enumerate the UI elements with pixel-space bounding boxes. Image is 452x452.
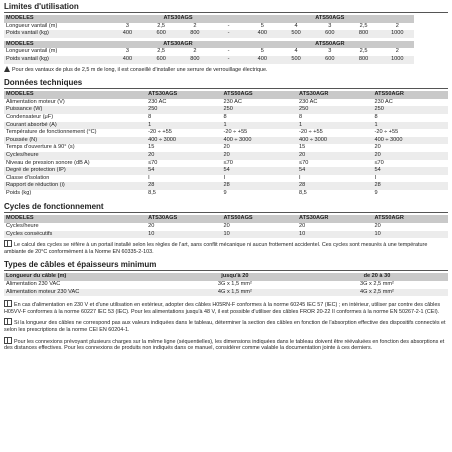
row-label: Alimentation moteur 230 VAC bbox=[4, 289, 164, 297]
table-cell: 8 bbox=[374, 113, 378, 120]
table-cell: 8 bbox=[148, 113, 152, 120]
cycles-table bbox=[4, 215, 448, 238]
row-label: Temps d'ouverture à 90° (s) bbox=[6, 144, 75, 151]
table-cell: 230 AC bbox=[299, 98, 318, 105]
table-row bbox=[4, 152, 448, 160]
table-cell: 400 bbox=[245, 30, 279, 38]
table-cell: 8 bbox=[223, 113, 227, 120]
table-cell: 2,5 bbox=[157, 22, 166, 29]
table-cell: 4G x 1,5 mm² bbox=[164, 289, 306, 297]
table-cell: 800 bbox=[178, 30, 212, 38]
manual-icon bbox=[4, 300, 12, 307]
table-cell: 20 bbox=[222, 152, 297, 160]
header-cell: MODÈLES bbox=[4, 41, 111, 49]
header-cell: Longueur du câble (m) bbox=[4, 273, 164, 281]
table-cell: -20 ÷ +55 bbox=[148, 129, 172, 136]
table-cell: 2 bbox=[395, 48, 399, 55]
limits-table-agr bbox=[4, 41, 448, 64]
header-cell: ATS50AGR bbox=[245, 41, 414, 49]
table-cell: ≤70 bbox=[223, 159, 233, 166]
table-cell: 2 bbox=[193, 22, 197, 29]
table-cell: 500 bbox=[279, 30, 313, 38]
table-cell: 28 bbox=[372, 182, 448, 190]
table-cell: 3 bbox=[125, 48, 129, 55]
header-cell: ATS50AGS bbox=[245, 15, 414, 23]
header-cell: ATS50AGS bbox=[222, 215, 297, 223]
table-cell: 230 AC bbox=[374, 98, 393, 105]
table-cell: 8,5 bbox=[148, 189, 156, 196]
tech-table bbox=[4, 91, 448, 197]
row-label: Cycles/heure bbox=[4, 152, 146, 160]
table-cell: 10 bbox=[146, 231, 221, 239]
table-cell: 600 bbox=[313, 56, 347, 64]
tech-table-body bbox=[4, 99, 448, 198]
table-row bbox=[4, 48, 448, 56]
row-label: Cycles/heure bbox=[6, 223, 39, 230]
row-label: Poids vantail (kg) bbox=[4, 30, 111, 38]
note-text: Pour les connexions prévoyant plusieurs charges sur la même ligne (séquentielles), les dimensions indiquées dans le tableau doivent être réévaluées en fonction des absorptions et des distances effectives. Pour les connexions de produits non indiqués dans ce manuel, considérer comme valable la documentation jointe à ces derniers. bbox=[4, 338, 445, 352]
table-cell: 20 bbox=[372, 152, 448, 160]
table-cell: 2 bbox=[193, 48, 197, 55]
table-cell: 20 bbox=[374, 223, 381, 230]
table-cell: - bbox=[212, 56, 246, 64]
table-cell: 4G x 2,5 mm² bbox=[306, 289, 448, 297]
table-cell: 600 bbox=[144, 56, 178, 64]
table-row bbox=[4, 190, 448, 198]
table-cell: ≤70 bbox=[374, 159, 384, 166]
row-label: Alimentation 230 VAC bbox=[6, 281, 61, 288]
table-cell: - bbox=[227, 48, 230, 55]
row-label: Puissance (W) bbox=[4, 106, 146, 114]
table-cell: 3G x 1,5 mm² bbox=[217, 281, 252, 288]
table-row bbox=[4, 106, 448, 114]
table-cell: 28 bbox=[146, 182, 221, 190]
table-cell: 400 ÷ 3000 bbox=[372, 137, 448, 145]
note-text: Si la longueur des câbles ne correspond pas aux valeurs indiquées dans le tableau, déterminer la section des câbles en fonction de l'absorption effective des dispositifs connectés et selon les prescriptions de la norme CEI EN 60204-1. bbox=[4, 320, 446, 333]
table-cell: 250 bbox=[297, 106, 372, 114]
row-label: Poussée (N) bbox=[4, 137, 146, 145]
table-row bbox=[4, 289, 448, 297]
table-cell: 3 bbox=[328, 22, 332, 29]
header-cell: MODÈLES bbox=[4, 215, 146, 223]
section-title-cycles: Cycles de fonctionnement bbox=[4, 200, 448, 213]
section-title-cables: Types de câbles et épaisseurs minimum bbox=[4, 258, 448, 271]
section-title-tech: Données techniques bbox=[4, 76, 448, 89]
table-cell: ≤70 bbox=[299, 159, 309, 166]
table-cell: 10 bbox=[222, 231, 297, 239]
table-row bbox=[4, 99, 448, 107]
table-cell: 28 bbox=[222, 182, 297, 190]
table-cell: 800 bbox=[178, 56, 212, 64]
header-cell: ATS50AGR bbox=[372, 215, 448, 223]
header-cell: ATS30AGR bbox=[297, 215, 372, 223]
section-title-limits: Limites d'utilisation bbox=[4, 0, 448, 13]
table-header-row bbox=[4, 41, 448, 49]
cables-note-1 bbox=[4, 300, 448, 315]
row-label: Longueur vantail (m) bbox=[6, 22, 58, 29]
header-cell: ATS30AGR bbox=[297, 91, 372, 99]
table-cell: 10 bbox=[372, 231, 448, 239]
table-cell: 600 bbox=[313, 30, 347, 38]
manual-icon bbox=[4, 318, 12, 325]
table-row bbox=[4, 144, 448, 152]
table-row bbox=[4, 281, 448, 289]
table-cell: 20 bbox=[223, 223, 230, 230]
table-cell: I bbox=[148, 174, 150, 181]
table-cell: 500 bbox=[279, 56, 313, 64]
table-cell: 400 ÷ 3000 bbox=[222, 137, 297, 145]
row-label: Courant absorbé (A) bbox=[4, 122, 146, 130]
table-cell: 400 bbox=[245, 56, 279, 64]
document-page bbox=[4, 0, 448, 352]
row-label: Classe d'isolation bbox=[6, 174, 50, 181]
table-cell: 600 bbox=[144, 30, 178, 38]
table-row bbox=[4, 160, 448, 168]
table-cell: 250 bbox=[146, 106, 221, 114]
table-cell: 54 bbox=[372, 167, 448, 175]
table-row bbox=[4, 223, 448, 231]
table-cell: 800 bbox=[347, 56, 381, 64]
header-cell: jusqu'à 20 bbox=[164, 273, 306, 281]
table-cell: 20 bbox=[297, 152, 372, 160]
cycles-note bbox=[4, 240, 448, 255]
table-row bbox=[4, 114, 448, 122]
table-header-row bbox=[4, 91, 448, 99]
table-cell: I bbox=[223, 174, 226, 181]
row-label: Condensateur (μF) bbox=[6, 113, 54, 120]
table-cell: 2,5 bbox=[157, 48, 166, 55]
table-cell: -20 ÷ +55 bbox=[223, 129, 248, 136]
table-cell: 5 bbox=[260, 48, 264, 55]
table-cell: 20 bbox=[148, 223, 155, 230]
table-cell: - bbox=[212, 30, 246, 38]
manual-icon bbox=[4, 337, 12, 344]
table-cell: 54 bbox=[146, 167, 221, 175]
header-cell: ATS50AGS bbox=[222, 91, 297, 99]
table-cell: 8,5 bbox=[299, 189, 307, 196]
row-label: Température de fonctionnement (°C) bbox=[6, 129, 97, 136]
header-cell: ATS30AGS bbox=[146, 215, 221, 223]
table-cell: 2 bbox=[395, 22, 399, 29]
limits-note bbox=[4, 66, 448, 74]
table-row bbox=[4, 175, 448, 183]
cycles-table-body bbox=[4, 223, 448, 238]
header-cell: de 20 à 30 bbox=[306, 273, 448, 281]
row-label: Alimentation moteur (V) bbox=[6, 98, 65, 105]
table-cell: -20 ÷ +55 bbox=[299, 129, 323, 136]
table-cell: 800 bbox=[347, 30, 381, 38]
table-row bbox=[4, 122, 448, 130]
row-label: Poids (kg) bbox=[6, 189, 32, 196]
table-cell: -20 ÷ +55 bbox=[374, 129, 399, 136]
row-label: Cycles consécutifs bbox=[4, 231, 146, 239]
table-cell: 2,5 bbox=[359, 48, 368, 55]
header-cell: MODÈLES bbox=[4, 91, 146, 99]
table-cell: 54 bbox=[222, 167, 297, 175]
manual-icon bbox=[4, 240, 12, 247]
cables-table bbox=[4, 273, 448, 296]
warning-icon bbox=[4, 66, 10, 72]
table-cell: 20 bbox=[146, 152, 221, 160]
table-cell: ≤70 bbox=[148, 159, 158, 166]
table-cell: 54 bbox=[297, 167, 372, 175]
table-cell: 15 bbox=[299, 144, 306, 151]
table-cell: I bbox=[374, 174, 377, 181]
table-row bbox=[4, 23, 448, 31]
note-text: Pour des vantaux de plus de 2,5 m de long, il est conseillé d'installer une serrure de verrouillage électrique. bbox=[12, 66, 268, 73]
table-cell: 10 bbox=[297, 231, 372, 239]
table-header-row bbox=[4, 15, 448, 23]
table-row bbox=[4, 56, 448, 64]
table-cell: 3G x 2,5 mm² bbox=[360, 281, 394, 288]
table-row bbox=[4, 182, 448, 190]
row-label: Poids vantail (kg) bbox=[4, 56, 111, 64]
table-cell: 9 bbox=[374, 189, 378, 196]
cables-note-2 bbox=[4, 318, 448, 333]
table-row bbox=[4, 231, 448, 239]
table-cell: 28 bbox=[297, 182, 372, 190]
header-cell: MODÈLES bbox=[4, 15, 111, 23]
table-cell: 230 AC bbox=[223, 98, 242, 105]
table-cell: 1000 bbox=[380, 56, 414, 64]
table-cell: 20 bbox=[299, 223, 306, 230]
table-cell: 5 bbox=[260, 22, 264, 29]
table-cell: 400 ÷ 3000 bbox=[146, 137, 221, 145]
table-cell: 8 bbox=[299, 113, 303, 120]
table-cell: 9 bbox=[223, 189, 227, 196]
table-header-row bbox=[4, 273, 448, 281]
note-text: Le calcul des cycles se réfère à un portail installé selon les règles de l'art, sans conflit mécanique ni aucun frottement accidentel. Ces cycles sont mesurés à une température ambiante de 20°C conformément à la Norme EN 60335-2-103. bbox=[4, 242, 428, 255]
table-cell: 15 bbox=[148, 144, 155, 151]
table-cell: 400 bbox=[111, 30, 145, 38]
table-header-row bbox=[4, 215, 448, 223]
table-cell: 1 bbox=[222, 122, 297, 130]
row-label: Degré de protection (IP) bbox=[4, 167, 146, 175]
limits-table-ags bbox=[4, 15, 448, 38]
header-cell: ATS50AGR bbox=[372, 91, 448, 99]
cables-note-3 bbox=[4, 337, 448, 352]
table-cell: 230 AC bbox=[148, 98, 167, 105]
table-cell: 20 bbox=[374, 144, 381, 151]
table-cell: 3 bbox=[328, 48, 332, 55]
table-cell: 250 bbox=[222, 106, 297, 114]
table-cell: 1 bbox=[297, 122, 372, 130]
table-row bbox=[4, 137, 448, 145]
header-cell: ATS30AGS bbox=[111, 15, 246, 23]
table-cell: 4 bbox=[294, 48, 298, 55]
table-cell: 1 bbox=[146, 122, 221, 130]
header-cell: ATS30AGS bbox=[146, 91, 221, 99]
table-row bbox=[4, 30, 448, 38]
note-text: En cas d'alimentation en 230 V et d'une utilisation en extérieur, adopter des câbles H05RN-F conformes à la norme 60245 IEC 57 (IEC) ; en intérieur, utiliser par contre des câbles H05VV-F conformes à la norme 60227 IEC 53 (IEC). Pour les alimentations jusqu'à 48 V, il est possible d'utiliser des câbles FROR 20-22 II conformes à la norme EN 50267-2-1 (CEI). bbox=[4, 302, 441, 315]
header-cell: ATS30AGR bbox=[111, 41, 246, 49]
table-row bbox=[4, 167, 448, 175]
table-cell: 20 bbox=[223, 144, 230, 151]
table-cell: 250 bbox=[372, 106, 448, 114]
table-cell: 1000 bbox=[380, 30, 414, 38]
row-label: Niveau de pression sonore (dB A) bbox=[6, 159, 90, 166]
table-cell: 400 ÷ 3000 bbox=[297, 137, 372, 145]
table-cell: 4 bbox=[294, 22, 298, 29]
table-cell: 1 bbox=[372, 122, 448, 130]
row-label: Rapport de réduction (i) bbox=[4, 182, 146, 190]
table-cell: - bbox=[227, 22, 230, 29]
row-label: Longueur vantail (m) bbox=[6, 48, 58, 55]
table-row bbox=[4, 129, 448, 137]
table-cell: I bbox=[299, 174, 301, 181]
table-cell: 3 bbox=[125, 22, 129, 29]
table-cell: 2,5 bbox=[359, 22, 368, 29]
table-cell: 400 bbox=[111, 56, 145, 64]
